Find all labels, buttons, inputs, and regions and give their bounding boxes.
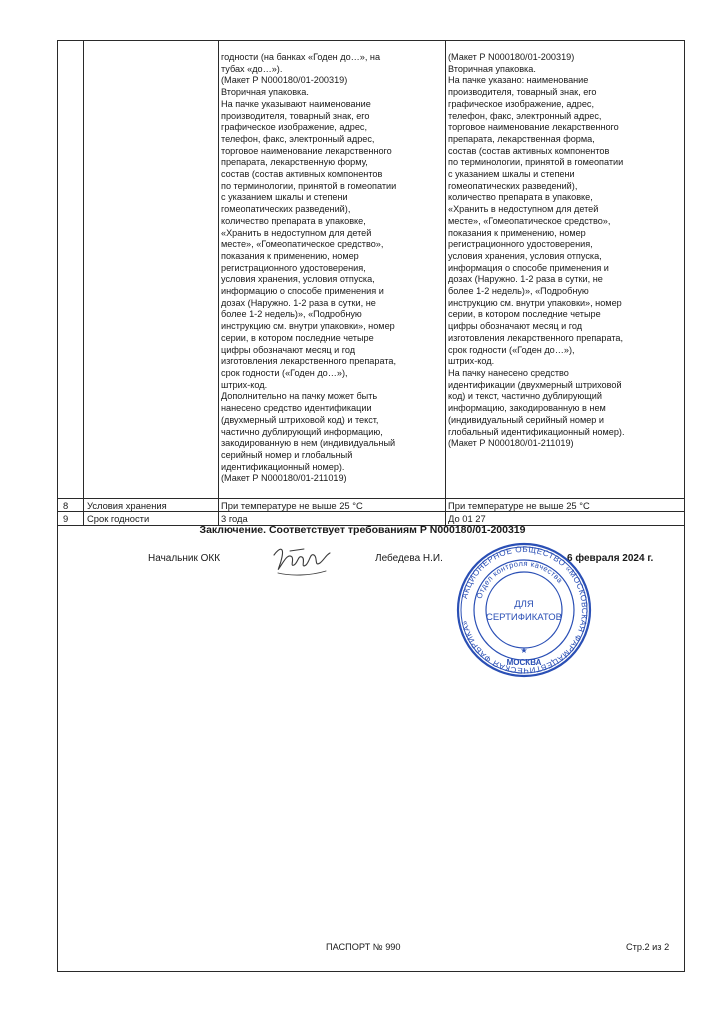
cell-line: серии, в котором последние четыре <box>221 332 374 343</box>
cell-line: количество препарата в упаковке, <box>448 192 593 203</box>
cell-line: состав (состав активных компонентов <box>221 169 383 180</box>
cell-line: На пачке указывают наименование <box>221 98 371 109</box>
cell-line: тубах «до…»). <box>221 63 283 74</box>
cell-line: изготовления лекарственного препарата, <box>448 332 624 343</box>
cell-line: информацию, закодированную в нем <box>448 403 606 414</box>
cell-line: условия хранения, условия отпуска, <box>448 250 602 261</box>
requirement-cell-packaging <box>221 52 396 485</box>
row-number: 9 <box>63 513 69 524</box>
cell-line: код) и текст, частично дублирующий <box>448 391 602 402</box>
seal-inner-text: Отдел контроля качества <box>474 558 565 600</box>
seal-outer-text: АКЦИОНЕРНОЕ ОБЩЕСТВО «МОСКОВСКАЯ ФАРМАЦЕВТИЧЕСКАЯ ФАБРИКА» <box>459 544 590 676</box>
cell-line: препарата, лекарственную форму, <box>221 157 368 168</box>
result-cell-packaging <box>448 52 625 450</box>
table-row-divider <box>57 498 685 499</box>
cell-line: инструкцию см. внутри упаковки», номер <box>221 321 395 332</box>
result-value: До 01 27 <box>448 513 486 524</box>
cell-line: штрих-код. <box>221 379 268 390</box>
cell-line: более 1-2 недель)», «Подробную <box>448 286 589 297</box>
cell-line: производителя, товарный знак, его <box>448 87 597 98</box>
conclusion-text: Заключение. Соответствует требованиям Р N000180/01-200319 <box>199 524 526 536</box>
cell-line: количество препарата в упаковке, <box>221 215 366 226</box>
cell-line: месте», «Гомеопатическое средство», <box>448 215 611 226</box>
cell-line: с указанием шкалы и степени <box>448 169 575 180</box>
cell-line: с указанием шкалы и степени <box>221 192 348 203</box>
cell-line: «Хранить в недоступном для детей <box>221 227 372 238</box>
cell-line: изготовления лекарственного препарата, <box>221 356 397 367</box>
cell-line: идентификационный номер). <box>221 461 345 472</box>
cell-line: срок годности («Годен до…»), <box>221 367 348 378</box>
cell-line: телефон, факс, электронный адрес, <box>448 110 602 121</box>
cell-line: Вторичная упаковка. <box>221 87 309 98</box>
seal-bottom-text: МОСКВА <box>506 658 542 667</box>
cell-line: состав (состав активных компонентов <box>448 145 610 156</box>
cell-line: регистрационного удостоверения, <box>448 239 593 250</box>
result-value: При температуре не выше 25 °С <box>448 500 590 511</box>
cell-line: годности (на банках «Годен до…», на <box>221 52 381 62</box>
cell-line: (Макет Р N000180/01-211019) <box>448 438 574 449</box>
cell-line: графическое изображение, адрес, <box>221 122 367 133</box>
cell-line: гомеопатических разведений), <box>448 180 578 191</box>
cell-line: по терминологии, принятой в гомеопатии <box>448 157 624 168</box>
star-icon: ★ <box>520 646 528 655</box>
cell-line: показания к применению, номер <box>221 250 359 261</box>
cell-line: Вторичная упаковка. <box>448 63 536 74</box>
table-column-divider <box>445 40 446 525</box>
cell-line: «Хранить в недоступном для детей <box>448 204 599 215</box>
requirement-value: При температуре не выше 25 °С <box>221 500 363 511</box>
seal-center-line2: СЕРТИФИКАТОВ <box>485 612 563 623</box>
page-number: Стр.2 из 2 <box>626 942 670 952</box>
cell-line: показания к применению, номер <box>448 227 586 238</box>
cell-line: На пачке указано: наименование <box>448 75 589 86</box>
cell-line: серийный номер и глобальный <box>221 449 353 460</box>
cell-line: (Макет Р N000180/01-200319) <box>221 75 348 86</box>
cell-line: телефон, факс, электронный адрес, <box>221 133 375 144</box>
cell-line: нанесено средство идентификации <box>221 403 372 414</box>
cell-line: графическое изображение, адрес, <box>448 98 594 109</box>
cell-line: регистрационного удостоверения, <box>221 262 366 273</box>
cell-line: (двухмерный штриховой код) и текст, <box>221 414 379 425</box>
seal-center-line1: ДЛЯ <box>514 599 534 610</box>
cell-line: дозах (Наружно. 1-2 раза в сутки, не <box>448 274 603 285</box>
table-row-divider <box>57 511 685 512</box>
indicator-name: Условия хранения <box>87 500 167 511</box>
cell-line: (Макет Р N000180/01-200319) <box>448 52 575 62</box>
row-number: 8 <box>63 500 69 511</box>
cell-line: Дополнительно на пачку может быть <box>221 391 378 402</box>
cell-line: дозах (Наружно. 1-2 раза в сутки, не <box>221 297 376 308</box>
cell-line: штрих-код. <box>448 356 495 367</box>
cell-line: (Макет Р N000180/01-211019) <box>221 473 347 484</box>
cell-line: торговое наименование лекарственного <box>221 145 392 156</box>
cell-line: идентификации (двухмерный штриховой <box>448 379 622 390</box>
signer-name: Лебедева Н.И. <box>375 553 443 564</box>
cell-line: частично дублирующий информацию, <box>221 426 383 437</box>
cell-line: На пачку нанесено средство <box>448 367 569 378</box>
cell-line: информацию о способе применения и <box>221 286 384 297</box>
cell-line: месте», «Гомеопатическое средство», <box>221 239 384 250</box>
table-column-divider <box>218 40 219 525</box>
cell-line: закодированную в нем (индивидуальный <box>221 438 396 449</box>
cell-line: производителя, товарный знак, его <box>221 110 370 121</box>
cell-line: более 1-2 недель)», «Подробную <box>221 309 362 320</box>
cell-line: цифры обозначают месяц и год <box>448 321 583 332</box>
signer-position: Начальник ОКК <box>148 553 221 564</box>
cell-line: (индивидуальный серийный номер и <box>448 414 605 425</box>
cell-line: гомеопатических разведений), <box>221 204 351 215</box>
handwritten-signature <box>270 543 332 579</box>
cell-line: глобальный идентификационный номер). <box>448 426 625 437</box>
cell-line: по терминологии, принятой в гомеопатии <box>221 180 397 191</box>
cell-line: цифры обозначают месяц и год <box>221 344 356 355</box>
company-seal <box>455 541 593 679</box>
cell-line: информация о способе применения и <box>448 262 609 273</box>
requirement-value: 3 года <box>221 513 248 524</box>
document-number: ПАСПОРТ № 990 <box>326 942 401 952</box>
cell-line: торговое наименование лекарственного <box>448 122 619 133</box>
cell-line: условия хранения, условия отпуска, <box>221 274 375 285</box>
cell-line: инструкцию см. внутри упаковки», номер <box>448 297 622 308</box>
indicator-name: Срок годности <box>87 513 150 524</box>
table-column-divider <box>83 40 84 525</box>
cell-line: серии, в котором последние четыре <box>448 309 601 320</box>
cell-line: срок годности («Годен до…»), <box>448 344 575 355</box>
signature-date: 6 февраля 2024 г. <box>567 553 654 564</box>
cell-line: препарата, лекарственная форма, <box>448 133 595 144</box>
